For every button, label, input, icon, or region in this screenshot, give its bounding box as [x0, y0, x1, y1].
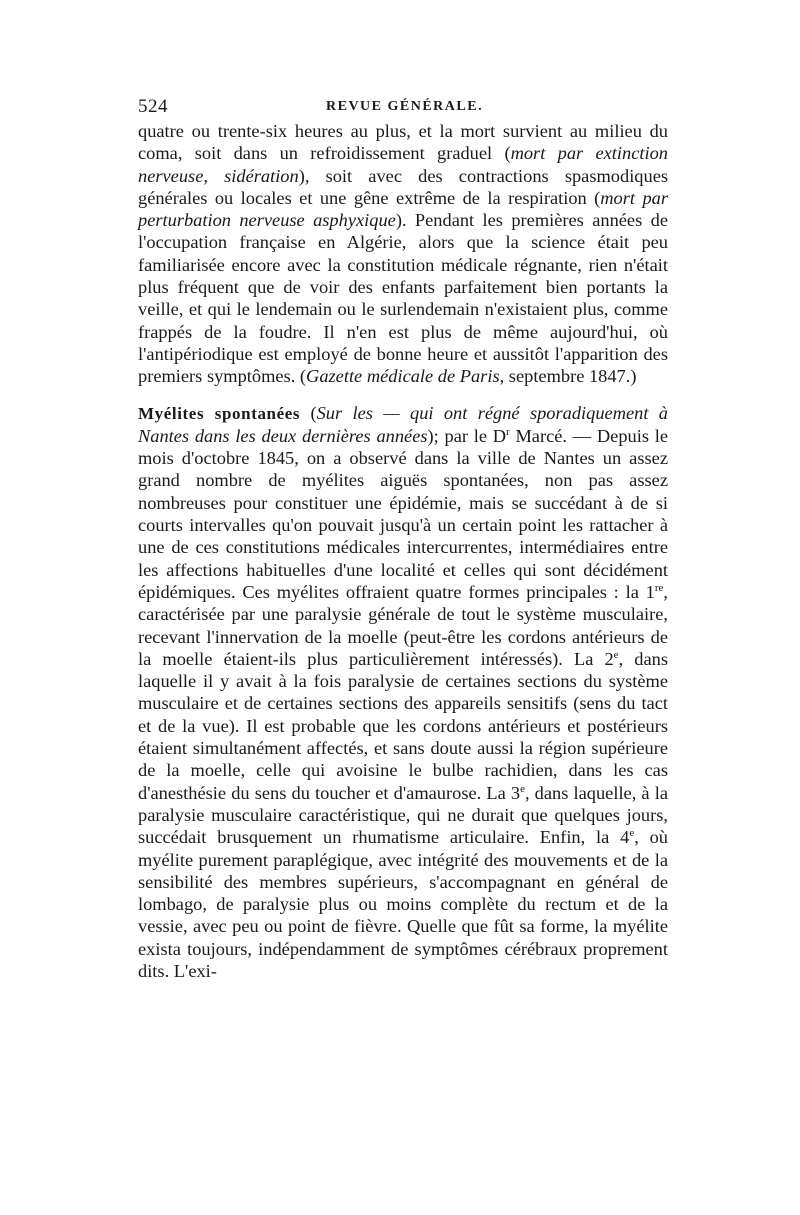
- text-run: ). Pendant les premières années de l'occupation française en Algérie, alors que la science était peu familiarisée encore avec la constitution médicale régnante, rien n'était plus fréquent que de voir des enfants parfaitement bien portants la veille, et qui le lendemain ou le surlendemain n'existaient plus, comme frappés de la foudre. Il n'en est plus de même aujourd'hui, où l'antipériodique est employé de bonne heure et aussitôt l'apparition des premiers symptômes. (: [138, 210, 668, 387]
- text-run: ), soit avec des contractions spasmodiques générales ou locales et une gêne extrême de la respiration (: [138, 165, 669, 208]
- paragraph-2: [138, 402, 668, 983]
- superscript: e: [520, 782, 525, 795]
- text-run: , dans laquelle il y avait à la fois paralysie de certaines sections du système musculaire et de certaines sections des appareils sensitifs (sens du tact et de la vue). Il est probable que les cordons antérieurs et postérieurs étaient simultanément affectés, et sans doute aussi la région supérieure de la moelle, celle qui avoisine le bulbe rachidien, dans les cas d'anesthésie du sens du toucher et d'amaurose. La 3: [138, 648, 668, 803]
- text-run: , où myélite purement paraplégique, avec intégrité des mouvements et de la sensibilité des membres supérieurs, s'accompagnant en général de lombago, de paralysie plus ou moins complète du rectum et de la vessie, avec peu ou point de fièvre. Quelle que fût sa forme, la myélite exista toujours, indépendamment de symptômes cérébraux proprement dits. L'exi-: [138, 827, 668, 981]
- text-run: quatre ou trente-six heures au plus, et la mort survient au milieu du coma, soit dans un refroidissement graduel (: [138, 121, 668, 164]
- superscript: re: [654, 581, 664, 594]
- superscript: r: [506, 425, 510, 438]
- italic-run: mort par perturbation nerveuse asphyxique: [138, 187, 668, 231]
- section-heading: Myélites spontanées: [138, 403, 301, 423]
- page-header: [138, 96, 668, 122]
- superscript: e: [629, 827, 635, 840]
- text-run: , caractérisée par une paralysie générale de tout le système musculaire, recevant l'innervation de la moelle (peut-être les cordons antérieurs de la moelle étaient-ils plus particulièrement intéressés). La 2: [138, 581, 668, 669]
- text-run: (: [300, 402, 317, 423]
- running-head: REVUE GÉNÉRALE.: [326, 99, 484, 114]
- citation-title: Gazette médicale de Paris: [306, 366, 500, 387]
- superscript: e: [613, 648, 619, 661]
- text-run: ); par le D: [427, 425, 507, 446]
- paragraph-1: [138, 120, 668, 388]
- italic-run: Sur les — qui ont régné sporadiquement à Nantes dans les deux dernières années: [138, 402, 668, 446]
- italic-run: mort par extinction nerveuse, sidération: [138, 143, 668, 186]
- text-run: , septembre 1847.): [499, 366, 637, 387]
- body-text: [138, 120, 668, 982]
- text-run: , dans laquelle, à la paralysie musculaire caractéristique, qui ne durait que quelques jours, succédait brusquement un rhumatisme articulaire. Enfin, la 4: [138, 782, 668, 848]
- text-run: Marcé. — Depuis le mois d'octobre 1845, on a observé dans la ville de Nantes un assez grand nombre de myélites aiguës spontanées, non pas assez nombreuses pour constituer une épidémie, mais se succédant à de si courts intervalles qu'on pouvait jusqu'à un certain point les rattacher à une de ces constitutions médicales intercurrentes, intermédiaires entre les affections habituelles d'une localité et celles qui sont décidément épidémiques. Ces myélites offraient quatre formes principales : la 1: [138, 425, 668, 602]
- page-number: 524: [138, 96, 168, 117]
